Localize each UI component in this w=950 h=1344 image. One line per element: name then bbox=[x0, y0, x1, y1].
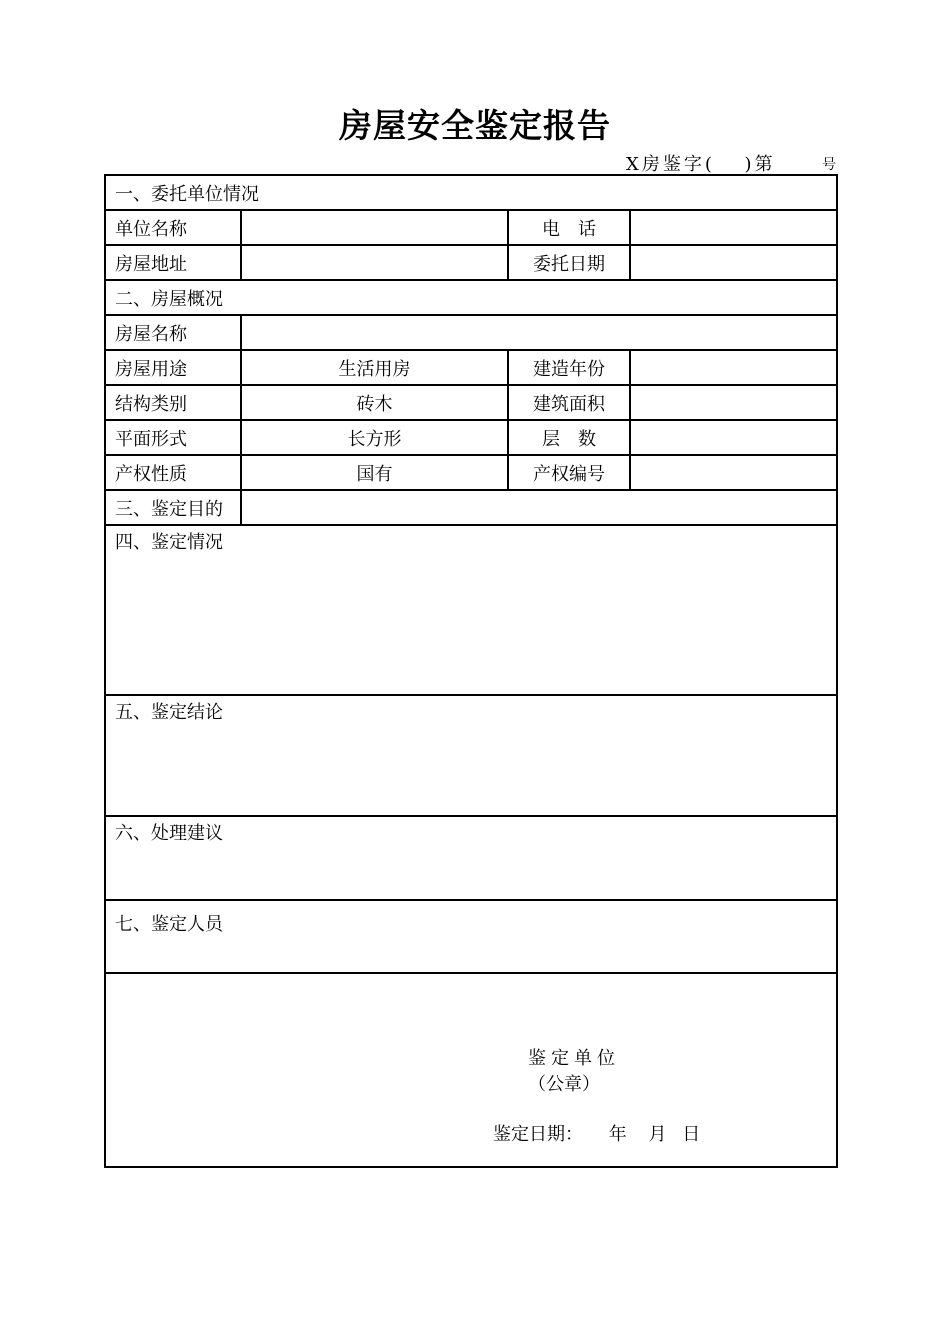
layout-field[interactable]: 长方形 bbox=[241, 420, 508, 455]
date-month: 月 bbox=[648, 1124, 667, 1145]
address-label: 房屋地址 bbox=[105, 245, 241, 280]
form-row bbox=[105, 900, 837, 973]
phone-label: 电 话 bbox=[508, 210, 630, 245]
form-row bbox=[105, 816, 837, 900]
official-seal-label: （公章） bbox=[528, 1074, 600, 1095]
phone-field[interactable] bbox=[630, 210, 837, 245]
ownership-label: 产权性质 bbox=[105, 455, 241, 490]
commission-date-label: 委托日期 bbox=[508, 245, 630, 280]
floors-label: 层 数 bbox=[508, 420, 630, 455]
form-row bbox=[105, 420, 837, 455]
signature-area bbox=[105, 973, 837, 1167]
signature-row bbox=[105, 973, 837, 1167]
form-row bbox=[105, 385, 837, 420]
conclusion-area[interactable] bbox=[105, 695, 837, 816]
section-conclusion-heading: 五、鉴定结论 bbox=[115, 702, 223, 723]
section-suggestion-heading: 六、处理建议 bbox=[115, 823, 223, 844]
form-row bbox=[105, 245, 837, 280]
appraisal-date bbox=[493, 1120, 700, 1146]
suggestion-area[interactable] bbox=[105, 816, 837, 900]
form-row bbox=[105, 525, 837, 695]
layout-label: 平面形式 bbox=[105, 420, 241, 455]
house-name-field[interactable] bbox=[241, 315, 837, 350]
form-row bbox=[105, 350, 837, 385]
area-field[interactable] bbox=[630, 385, 837, 420]
section-personnel-heading: 七、鉴定人员 bbox=[115, 914, 223, 935]
structure-field[interactable]: 砖木 bbox=[241, 385, 508, 420]
address-field[interactable] bbox=[241, 245, 508, 280]
document-number-prefix: X房鉴字( )第 bbox=[626, 154, 776, 175]
usage-label: 房屋用途 bbox=[105, 350, 241, 385]
date-day: 日 bbox=[682, 1124, 701, 1145]
commission-date-field[interactable] bbox=[630, 245, 837, 280]
section-header-row bbox=[105, 280, 837, 315]
build-year-label: 建造年份 bbox=[508, 350, 630, 385]
date-year: 年 bbox=[608, 1124, 627, 1145]
usage-field[interactable]: 生活用房 bbox=[241, 350, 508, 385]
appraisal-unit-label: 鉴定单位 bbox=[528, 1048, 620, 1069]
build-year-field[interactable] bbox=[630, 350, 837, 385]
form-row bbox=[105, 490, 837, 525]
area-label: 建筑面积 bbox=[508, 385, 630, 420]
section-header-row bbox=[105, 175, 837, 210]
report-form bbox=[104, 174, 838, 1168]
ownership-field[interactable]: 国有 bbox=[241, 455, 508, 490]
section-client-heading: 一、委托单位情况 bbox=[105, 175, 837, 210]
unit-name-label: 单位名称 bbox=[105, 210, 241, 245]
purpose-field[interactable] bbox=[241, 490, 837, 525]
section-overview-heading: 二、房屋概况 bbox=[105, 280, 837, 315]
unit-name-field[interactable] bbox=[241, 210, 508, 245]
structure-label: 结构类别 bbox=[105, 385, 241, 420]
section-situation-heading: 四、鉴定情况 bbox=[115, 532, 223, 553]
document-number bbox=[626, 150, 836, 176]
report-title: 房屋安全鉴定报告 bbox=[339, 106, 611, 145]
house-name-label: 房屋名称 bbox=[105, 315, 241, 350]
form-row bbox=[105, 695, 837, 816]
form-row bbox=[105, 315, 837, 350]
situation-area[interactable] bbox=[105, 525, 837, 695]
section-purpose-heading: 三、鉴定目的 bbox=[105, 490, 241, 525]
personnel-area[interactable] bbox=[105, 900, 837, 973]
document-number-suffix: 号 bbox=[822, 157, 836, 173]
property-no-field[interactable] bbox=[630, 455, 837, 490]
appraisal-date-label: 鉴定日期： bbox=[493, 1124, 583, 1145]
floors-field[interactable] bbox=[630, 420, 837, 455]
form-row bbox=[105, 210, 837, 245]
form-row bbox=[105, 455, 837, 490]
property-no-label: 产权编号 bbox=[508, 455, 630, 490]
